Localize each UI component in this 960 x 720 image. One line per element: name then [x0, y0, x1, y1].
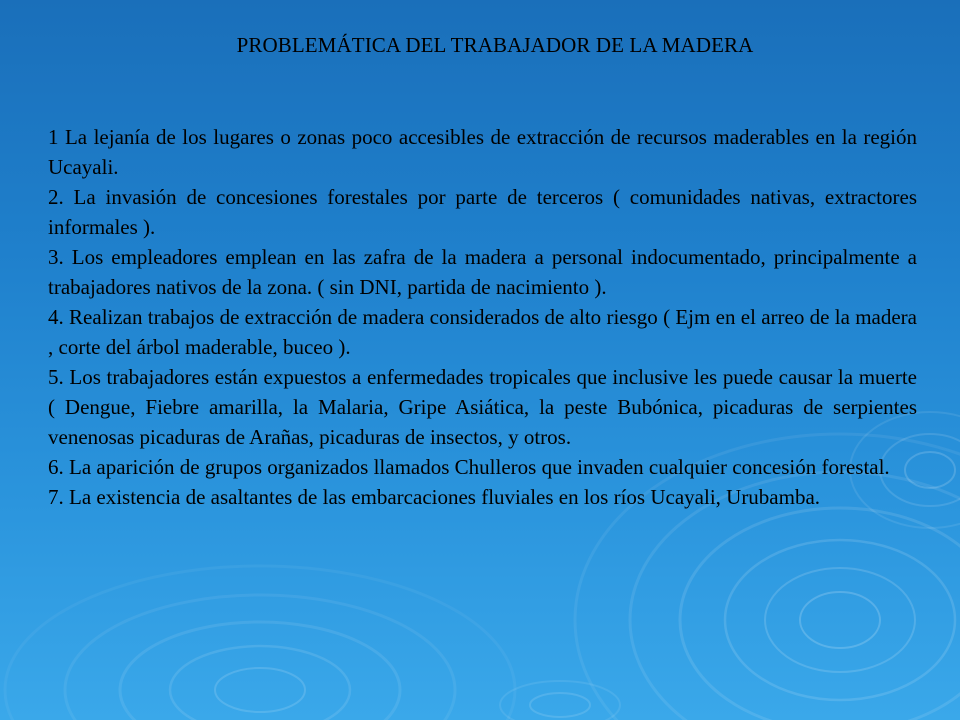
list-item-6: 6. La aparición de grupos organizados llamados Chulleros que invaden cualquier concesión forestal.: [48, 455, 890, 479]
list-item-2: 2. La invasión de concesiones forestales por parte de terceros ( comunidades nativas, extractores informales ).: [48, 185, 917, 239]
list-item-7: 7. La existencia de asaltantes de las embarcaciones fluviales en los ríos Ucayali, Urubamba.: [48, 485, 821, 509]
list-item-5: 5. Los trabajadores están expuestos a enfermedades tropicales que inclusive les puede causar la muerte ( Dengue, Fiebre amarilla, la Malaria, Gripe Asiática, la peste Bubónica, picaduras de serpientes venenosas picaduras de Arañas, picaduras de insectos, y otros.: [48, 365, 917, 449]
slide-title: PROBLEMÁTICA DEL TRABAJADOR DE LA MADERA: [236, 33, 754, 57]
list-item-1: 1 La lejanía de los lugares o zonas poco accesibles de extracción de recursos maderables en la región Ucayali.: [48, 125, 917, 179]
problem-list: [48, 122, 917, 512]
list-item-4: 4. Realizan trabajos de extracción de madera considerados de alto riesgo ( Ejm en el arreo de la madera , corte del árbol maderable, buceo ).: [48, 305, 917, 359]
list-item-3: 3. Los empleadores emplean en las zafra de la madera a personal indocumentado, principalmente a trabajadores nativos de la zona. ( sin DNI, partida de nacimiento ).: [48, 245, 917, 299]
